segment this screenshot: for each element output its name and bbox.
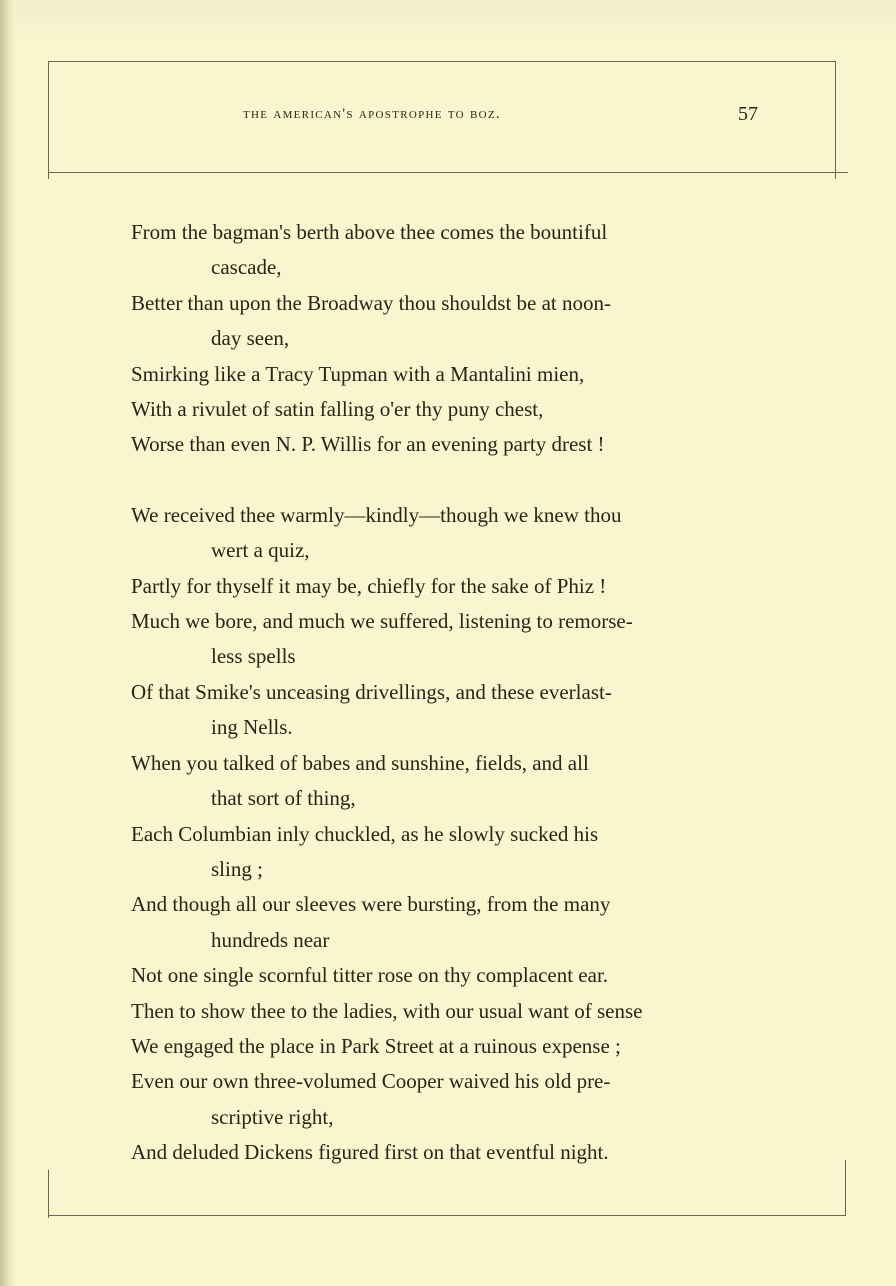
verse-line-continuation: that sort of thing, [211,786,356,811]
verse-line-continuation: scriptive right, [211,1104,334,1129]
verse-line: Even our own three-volumed Cooper waived his old pre- [131,1069,611,1094]
frame-right-rule-bottom [845,1160,846,1216]
verse-line: Not one single scornful titter rose on thy complacent ear. [131,963,609,988]
verse-line: We received thee warmly—kindly—though we knew thou [131,502,622,527]
verse-line-continuation: ing Nells. [211,715,293,740]
verse-line: Partly for thyself it may be, chiefly for the sake of Phiz ! [131,573,607,598]
header-rule [48,172,848,173]
verse-line: Each Columbian inly chuckled, as he slowly sucked his [131,821,599,846]
page-number: 57 [738,103,758,125]
frame-left-rule-bottom [48,1170,49,1218]
verse-line-continuation: day seen, [211,326,290,351]
verse-line: And though all our sleeves were bursting, from the many [131,892,611,917]
verse-line-continuation: wert a quiz, [211,538,310,563]
stanza-1 [131,215,771,463]
frame-top-rule [48,61,836,62]
verse-line: With a rivulet of satin falling o'er thy puny chest, [131,397,544,422]
verse-line: When you talked of babes and sunshine, fields, and all [131,750,589,775]
verse-line: Of that Smike's unceasing drivellings, and these everlast- [131,679,612,704]
verse-line: Smirking like a Tracy Tupman with a Mantalini mien, [131,361,585,386]
frame-left-rule-top [48,61,49,179]
binding-shadow [0,0,16,1286]
poem-body [131,215,771,1171]
running-title: the american's apostrophe to boz. [243,106,501,122]
stanza-2 [131,498,771,1171]
page-top-shade [0,0,896,40]
verse-line: Better than upon the Broadway thou shouldst be at noon- [131,290,611,315]
verse-line-continuation: less spells [211,644,296,669]
verse-line: Then to show thee to the ladies, with our usual want of sense [131,998,643,1023]
verse-line: We engaged the place in Park Street at a ruinous expense ; [131,1033,621,1058]
verse-line-continuation: hundreds near [211,927,330,952]
verse-line: From the bagman's berth above thee comes the bountiful [131,220,608,244]
stanza-gap [131,463,771,498]
frame-bottom-rule [48,1215,845,1216]
verse-line: And deluded Dickens figured first on that eventful night. [131,1140,609,1165]
verse-line: Much we bore, and much we suffered, listening to remorse- [131,609,633,634]
frame-right-rule-top [835,61,836,179]
verse-line-continuation: sling ; [211,856,263,881]
verse-line-continuation: cascade, [211,255,282,280]
verse-line: Worse than even N. P. Willis for an evening party drest ! [131,432,605,457]
